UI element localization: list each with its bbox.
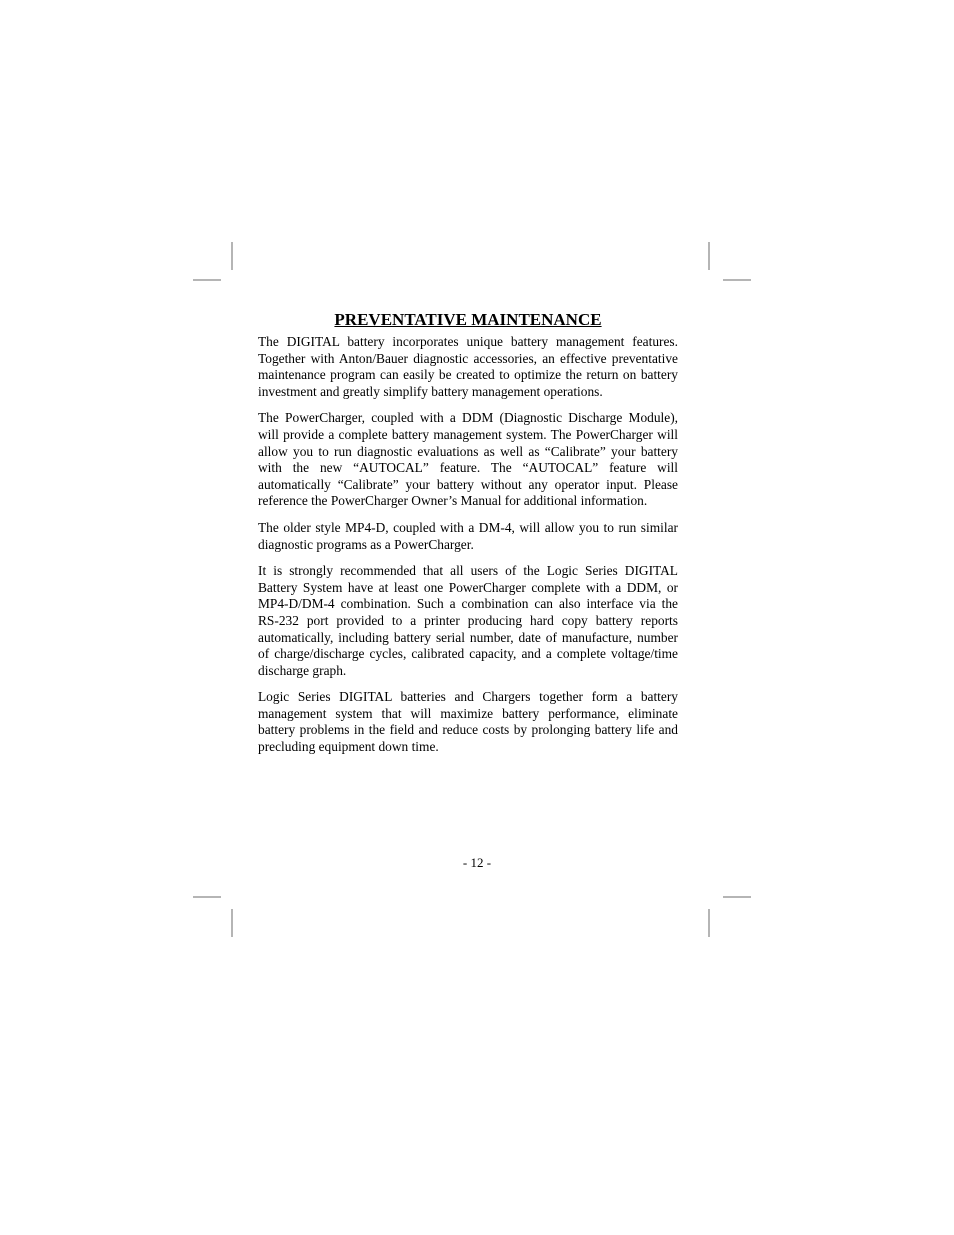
paragraph-powercharger: The PowerCharger, coupled with a DDM (Diagnostic Discharge Module), will provide a complete battery management system. The PowerCharger will allow you to run diagnostic evaluations as well as “Calibrate” your battery with the new “AUTOCAL” feature. The “AUTOCAL” feature will automatically “Calibrate” your battery without any operator input. Please reference the PowerCharger Owner’s Manual for additional information. — [258, 410, 678, 509]
paragraph-summary: Logic Series DIGITAL batteries and Chargers together form a battery management system that will maximize battery performance, eliminate battery problems in the field and reduce costs by prolonging battery life and precluding equipment down time. — [258, 689, 678, 755]
paragraph-intro: The DIGITAL battery incorporates unique battery management features. Together with Anton/Bauer diagnostic accessories, an effective preventative maintenance program can easily be created to optimize the return on battery investment and greatly simplify battery management operations. — [258, 334, 678, 399]
page-title: PREVENTATIVE MAINTENANCE — [334, 310, 602, 329]
paragraph-mp4d: The older style MP4-D, coupled with a DM-4, will allow you to run similar diagnostic programs as a PowerCharger. — [258, 519, 678, 552]
crop-mark-bottom-right-vertical — [708, 909, 710, 937]
crop-mark-top-right-horizontal — [723, 279, 751, 281]
page-content — [258, 309, 678, 766]
paragraph-recommendation: It is strongly recommended that all users of the Logic Series DIGITAL Battery System have at least one PowerCharger complete with a DDM, or MP4-D/DM-4 combination. Such a combination can also interface via the RS-232 port provided to a printer producing hard copy battery reports automatically, including battery serial number, date of manufacture, number of charge/discharge cycles, calibrated capacity, and a complete voltage/time discharge graph. — [258, 563, 678, 678]
crop-mark-top-right-vertical — [708, 242, 710, 270]
crop-mark-bottom-left-vertical — [231, 909, 233, 937]
crop-mark-bottom-right-horizontal — [723, 896, 751, 898]
crop-mark-top-left-horizontal — [193, 279, 221, 281]
crop-mark-top-left-vertical — [231, 242, 233, 270]
crop-mark-bottom-left-horizontal — [193, 896, 221, 898]
page-number: - 12 - — [462, 855, 492, 870]
